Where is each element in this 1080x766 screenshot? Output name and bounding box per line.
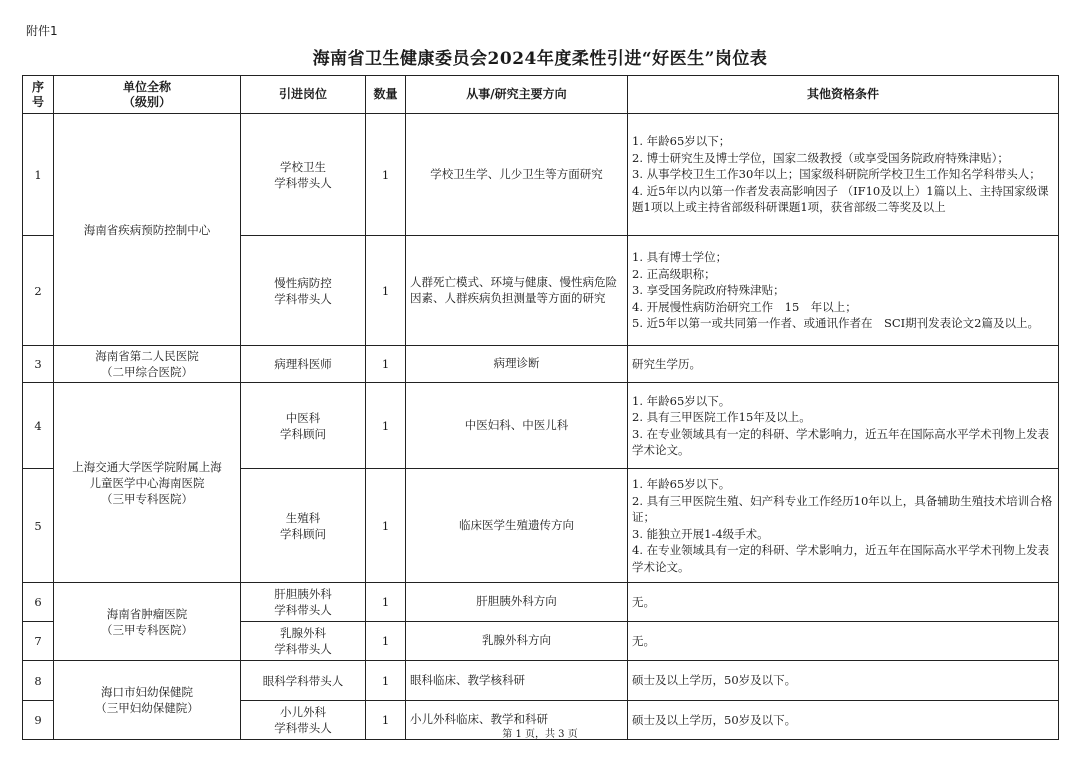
row-conditions: 1. 年龄65岁以下。 2. 具有三甲医院生殖、妇产科专业工作经历10年以上，具备辅助生殖技术培训合格证； 3. 能独立开展1-4级手术。 4. 在专业领域具有一定的科研、学术影响力，近五年在国际高水平学术刊物上发表学术论文。 xyxy=(628,469,1059,583)
row-seq: 9 xyxy=(23,701,54,740)
row-post: 眼科学科带头人 xyxy=(241,661,366,701)
row-conditions: 无。 xyxy=(628,622,1059,661)
unit-name: 上海交通大学医学院附属上海 儿童医学中心海南医院 （三甲专科医院） xyxy=(54,383,241,583)
row-direction: 人群死亡模式、环境与健康、慢性病危险因素、人群疾病负担测量等方面的研究 xyxy=(406,236,628,346)
row-count: 1 xyxy=(366,661,406,701)
table-row xyxy=(23,346,1059,383)
row-count: 1 xyxy=(366,346,406,383)
row-direction: 肝胆胰外科方向 xyxy=(406,583,628,622)
table-row xyxy=(23,583,1059,622)
unit-name: 海南省第二人民医院 （二甲综合医院） xyxy=(54,346,241,383)
table-row xyxy=(23,383,1059,469)
row-seq: 7 xyxy=(23,622,54,661)
row-post: 中医科 学科顾问 xyxy=(241,383,366,469)
row-conditions: 研究生学历。 xyxy=(628,346,1059,383)
row-direction: 中医妇科、中医儿科 xyxy=(406,383,628,469)
header-post: 引进岗位 xyxy=(241,76,366,114)
row-count: 1 xyxy=(366,622,406,661)
row-count: 1 xyxy=(366,469,406,583)
row-conditions: 1. 具有博士学位； 2. 正高级职称； 3. 享受国务院政府特殊津贴； 4. 开展慢性病防治研究工作 15 年以上； 5. 近5年以第一或共同第一作者、或通讯作者在 SCI期刊发表论文2篇及以上。 xyxy=(628,236,1059,346)
row-seq: 6 xyxy=(23,583,54,622)
row-count: 1 xyxy=(366,114,406,236)
row-post: 小儿外科 学科带头人 xyxy=(241,701,366,740)
header-seq: 序 号 xyxy=(23,76,54,114)
document-title: 海南省卫生健康委员会2024年度柔性引进“好医生”岗位表 xyxy=(312,49,768,69)
row-post: 慢性病防控 学科带头人 xyxy=(241,236,366,346)
row-seq: 3 xyxy=(23,346,54,383)
row-seq: 5 xyxy=(23,469,54,583)
table-header-row xyxy=(23,76,1059,114)
row-post: 乳腺外科 学科带头人 xyxy=(241,622,366,661)
row-conditions: 1. 年龄65岁以下。 2. 具有三甲医院工作15年及以上。 3. 在专业领域具有一定的科研、学术影响力，近五年在国际高水平学术刊物上发表学术论文。 xyxy=(628,383,1059,469)
unit-name: 海口市妇幼保健院 （三甲妇幼保健院） xyxy=(54,661,241,740)
row-conditions: 1. 年龄65岁以下； 2. 博士研究生及博士学位，国家二级教授（或享受国务院政府特殊津贴）； 3. 从事学校卫生工作30年以上；国家级科研院所学校卫生工作知名学科带头人； 4. 近5年以内以第一作者发表高影响因子 （IF10及以上）1篇以上、主持国家级课题1项以上或主持省部级科研课题1项，获省部级二等奖及以上 xyxy=(628,114,1059,236)
row-seq: 8 xyxy=(23,661,54,701)
row-count: 1 xyxy=(366,583,406,622)
page-footer: 第 1 页，共 3 页 xyxy=(502,729,578,740)
row-post: 生殖科 学科顾问 xyxy=(241,469,366,583)
header-direction: 从事/研究主要方向 xyxy=(406,76,628,114)
header-count: 数量 xyxy=(366,76,406,114)
row-conditions: 硕士及以上学历，50岁及以下。 xyxy=(628,661,1059,701)
row-direction: 小儿外科临床、教学和科研 xyxy=(406,701,628,740)
row-direction: 临床医学生殖遗传方向 xyxy=(406,469,628,583)
header-unit: 单位全称 （级别） xyxy=(54,76,241,114)
row-post: 学校卫生 学科带头人 xyxy=(241,114,366,236)
row-direction: 乳腺外科方向 xyxy=(406,622,628,661)
row-direction: 学校卫生学、儿少卫生等方面研究 xyxy=(406,114,628,236)
row-count: 1 xyxy=(366,701,406,740)
row-direction: 眼科临床、教学核科研 xyxy=(406,661,628,701)
unit-name: 海南省肿瘤医院 （三甲专科医院） xyxy=(54,583,241,661)
table-row xyxy=(23,114,1059,236)
table-row xyxy=(23,661,1059,701)
unit-name: 海南省疾病预防控制中心 xyxy=(54,114,241,346)
row-seq: 4 xyxy=(23,383,54,469)
row-conditions: 无。 xyxy=(628,583,1059,622)
row-seq: 2 xyxy=(23,236,54,346)
row-conditions: 硕士及以上学历，50岁及以下。 xyxy=(628,701,1059,740)
row-post: 病理科医师 xyxy=(241,346,366,383)
row-count: 1 xyxy=(366,383,406,469)
row-seq: 1 xyxy=(23,114,54,236)
row-post: 肝胆胰外科 学科带头人 xyxy=(241,583,366,622)
row-direction: 病理诊断 xyxy=(406,346,628,383)
attachment-label: 附件1 xyxy=(26,24,58,38)
header-conditions: 其他资格条件 xyxy=(628,76,1059,114)
row-count: 1 xyxy=(366,236,406,346)
positions-table xyxy=(22,75,1059,740)
